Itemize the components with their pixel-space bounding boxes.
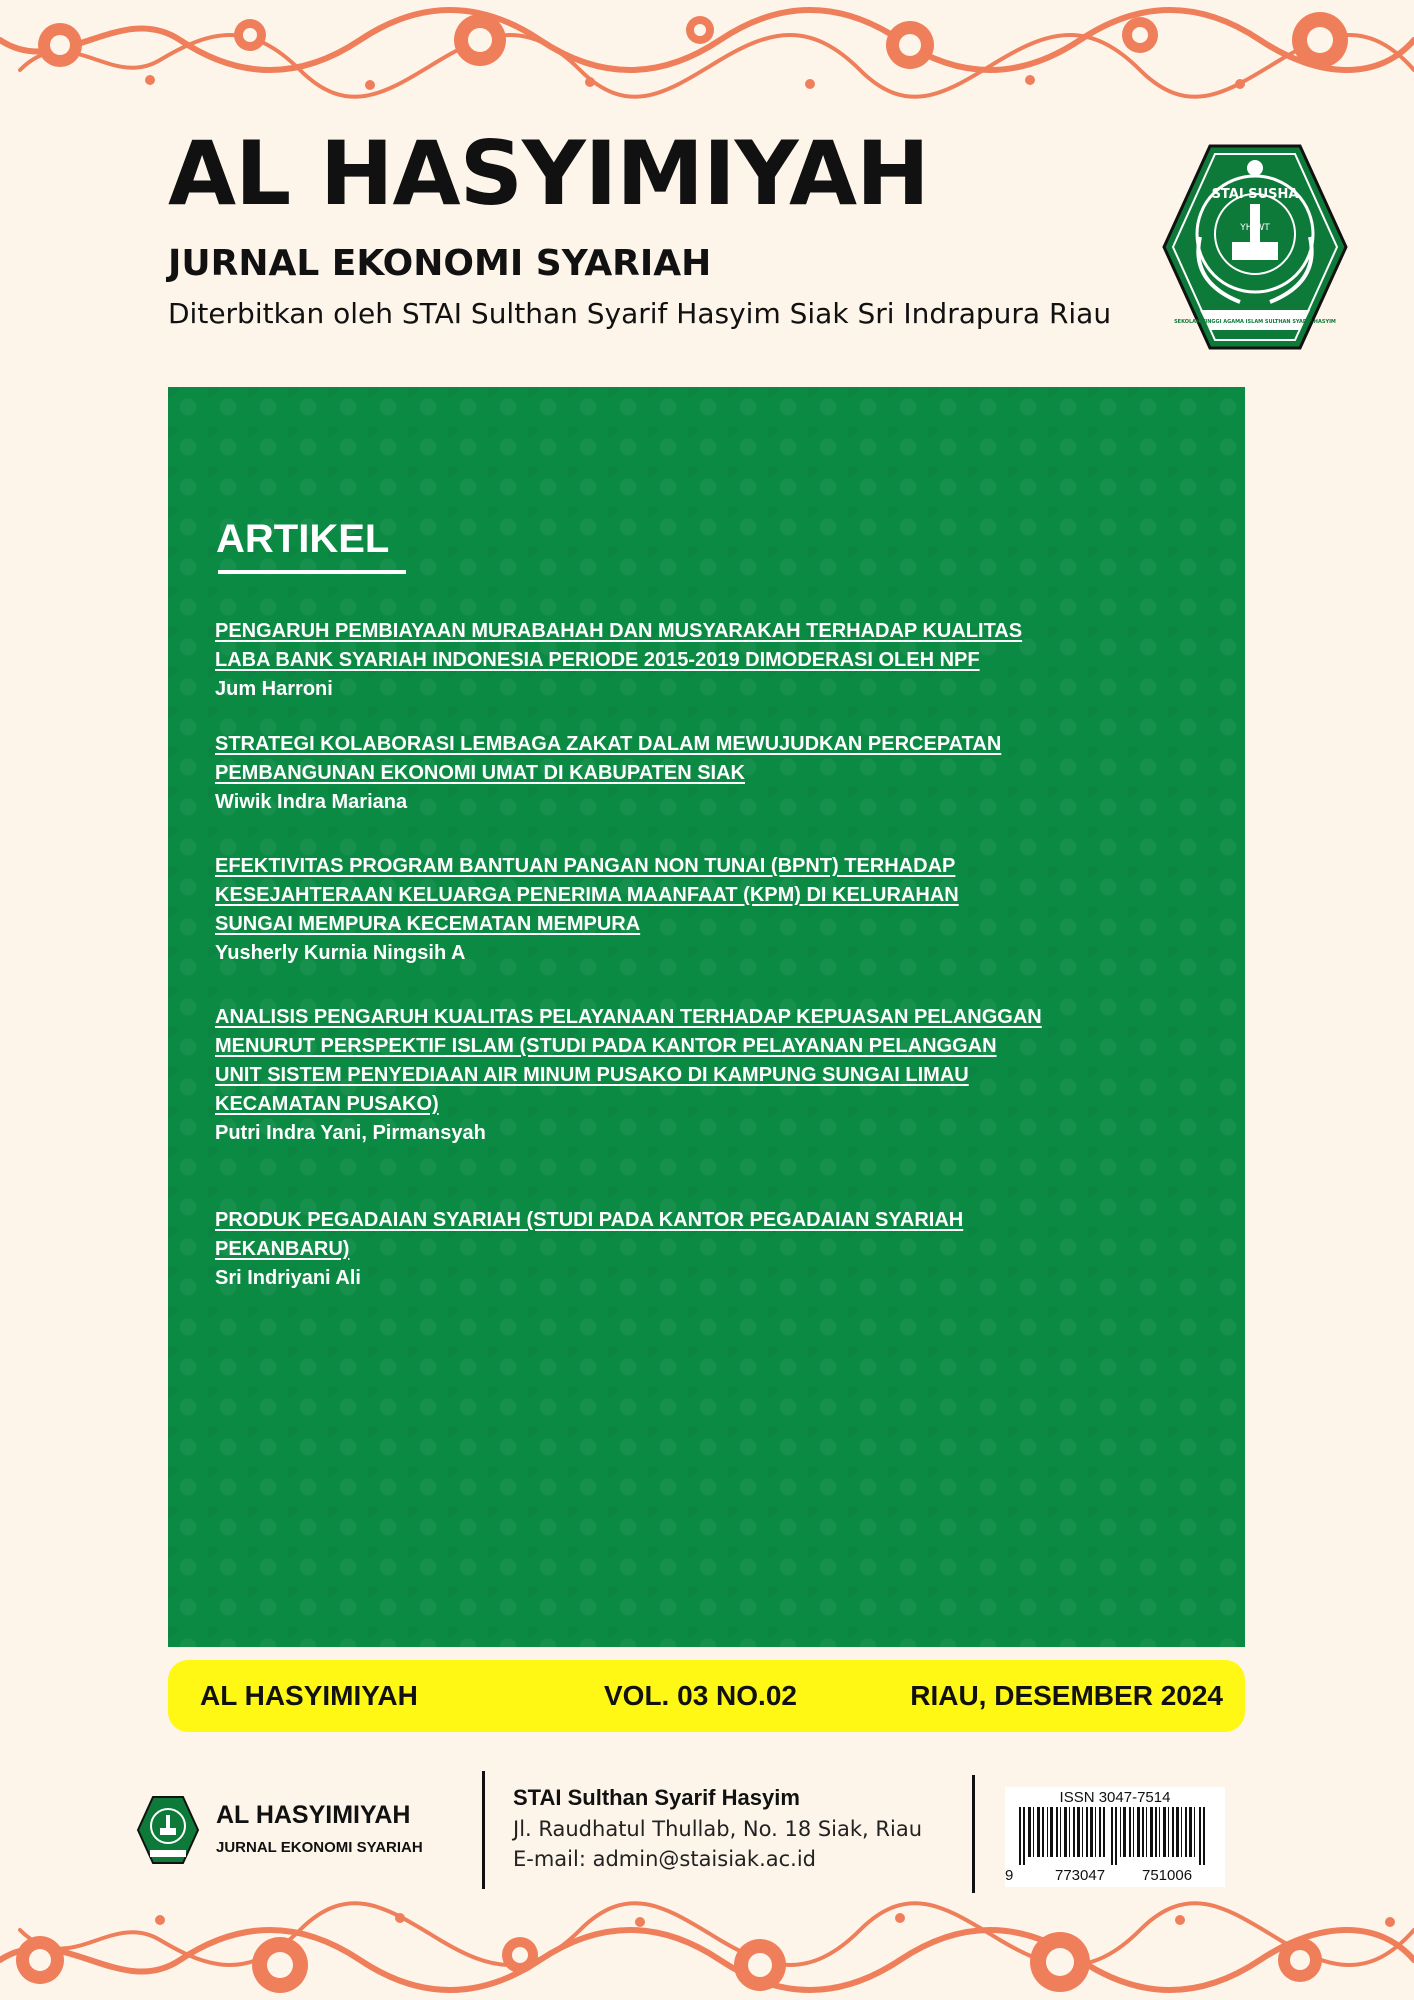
heading-underline <box>218 570 406 574</box>
footer-journal-name: AL HASYIMIYAH <box>216 1801 411 1829</box>
article-title-line[interactable]: KECAMATAN PUSAKO) <box>215 1093 439 1115</box>
institution-email[interactable]: E-mail: admin@staisiak.ac.id <box>513 1847 817 1871</box>
article-authors: Jum Harroni <box>215 678 333 700</box>
volume-bar <box>168 1660 1245 1732</box>
college-emblem-icon <box>1160 142 1350 352</box>
article-item <box>215 1206 1115 1293</box>
publisher-line: Diterbitkan oleh STAI Sulthan Syarif Hasyim Siak Sri Indrapura Riau <box>168 297 1112 330</box>
emblem-banner-text: SEKOLAH TINGGI AGAMA ISLAM SULTHAN SYARIF HASYIM <box>1174 319 1336 325</box>
article-authors: Yusherly Kurnia Ningsih A <box>215 942 466 964</box>
journal-title: AL HASYIMIYAH <box>168 122 929 225</box>
article-title-line[interactable]: PEMBANGUNAN EKONOMI UMAT DI KABUPATEN SIAK <box>215 762 745 784</box>
volume-place-date: RIAU, DESEMBER 2024 <box>910 1680 1223 1711</box>
volume-journal-name: AL HASYIMIYAH <box>200 1680 418 1711</box>
institution-address: Jl. Raudhatul Thullab, No. 18 Siak, Riau <box>513 1817 922 1841</box>
article-title-line[interactable]: PEKANBARU) <box>215 1238 350 1260</box>
bottom-floral-ornament-icon <box>0 1900 1414 2000</box>
article-item <box>215 1003 1115 1148</box>
journal-subtitle: JURNAL EKONOMI SYARIAH <box>168 243 712 284</box>
article-authors: Sri Indriyani Ali <box>215 1267 361 1289</box>
barcode-icon <box>1011 1807 1221 1865</box>
article-title-line[interactable]: STRATEGI KOLABORASI LEMBAGA ZAKAT DALAM MEWUJUDKAN PERCEPATAN <box>215 733 1002 755</box>
article-authors: Wiwik Indra Mariana <box>215 791 408 813</box>
emblem-ring-text: STAI SUSHA <box>1211 187 1299 202</box>
articles-heading: ARTIKEL <box>216 517 390 561</box>
article-title-line[interactable]: MENURUT PERSPEKTIF ISLAM (STUDI PADA KANTOR PELAYANAN PELANGGAN <box>215 1035 997 1057</box>
footer-journal-sub: JURNAL EKONOMI SYARIAH <box>216 1839 423 1856</box>
article-item <box>215 852 1115 968</box>
barcode-digit: 751006 <box>1142 1867 1193 1884</box>
footer-divider <box>972 1775 975 1893</box>
articles-panel <box>168 387 1245 1647</box>
article-title-line[interactable]: LABA BANK SYARIAH INDONESIA PERIODE 2015-2019 DIMODERASI OLEH NPF <box>215 649 980 671</box>
article-item <box>215 617 1115 704</box>
masthead <box>168 122 1168 330</box>
college-emblem-small-icon <box>136 1795 200 1865</box>
issn-label: ISSN 3047-7514 <box>1059 1789 1171 1806</box>
article-authors: Putri Indra Yani, Pirmansyah <box>215 1122 486 1144</box>
top-floral-ornament-icon <box>0 0 1414 100</box>
article-title-line[interactable]: KESEJAHTERAAN KELUARGA PENERIMA MAANFAAT (KPM) DI KELURAHAN <box>215 884 959 906</box>
institution-name: STAI Sulthan Syarif Hasyim <box>513 1785 800 1810</box>
article-title-line[interactable]: UNIT SISTEM PENYEDIAAN AIR MINUM PUSAKO DI KAMPUNG SUNGAI LIMAU <box>215 1064 969 1086</box>
article-item <box>215 730 1115 817</box>
issn-barcode <box>1005 1787 1225 1887</box>
article-title-line[interactable]: PRODUK PEGADAIAN SYARIAH (STUDI PADA KANTOR PEGADAIAN SYARIAH <box>215 1209 964 1231</box>
footer-divider <box>482 1771 485 1889</box>
emblem-inner-text: YH WT <box>1240 223 1270 233</box>
footer <box>0 1765 1414 1895</box>
article-title-line[interactable]: ANALISIS PENGARUH KUALITAS PELAYANAAN TERHADAP KEPUASAN PELANGGAN <box>215 1006 1042 1028</box>
article-title-line[interactable]: PENGARUH PEMBIAYAAN MURABAHAH DAN MUSYARAKAH TERHADAP KUALITAS <box>215 620 1023 642</box>
barcode-digit: 773047 <box>1055 1867 1106 1884</box>
article-title-line[interactable]: EFEKTIVITAS PROGRAM BANTUAN PANGAN NON TUNAI (BPNT) TERHADAP <box>215 855 956 877</box>
article-title-line[interactable]: SUNGAI MEMPURA KECEMATAN MEMPURA <box>215 913 641 935</box>
barcode-digit: 9 <box>1005 1867 1014 1884</box>
volume-issue: VOL. 03 NO.02 <box>604 1680 797 1711</box>
article-list <box>215 617 1115 1293</box>
